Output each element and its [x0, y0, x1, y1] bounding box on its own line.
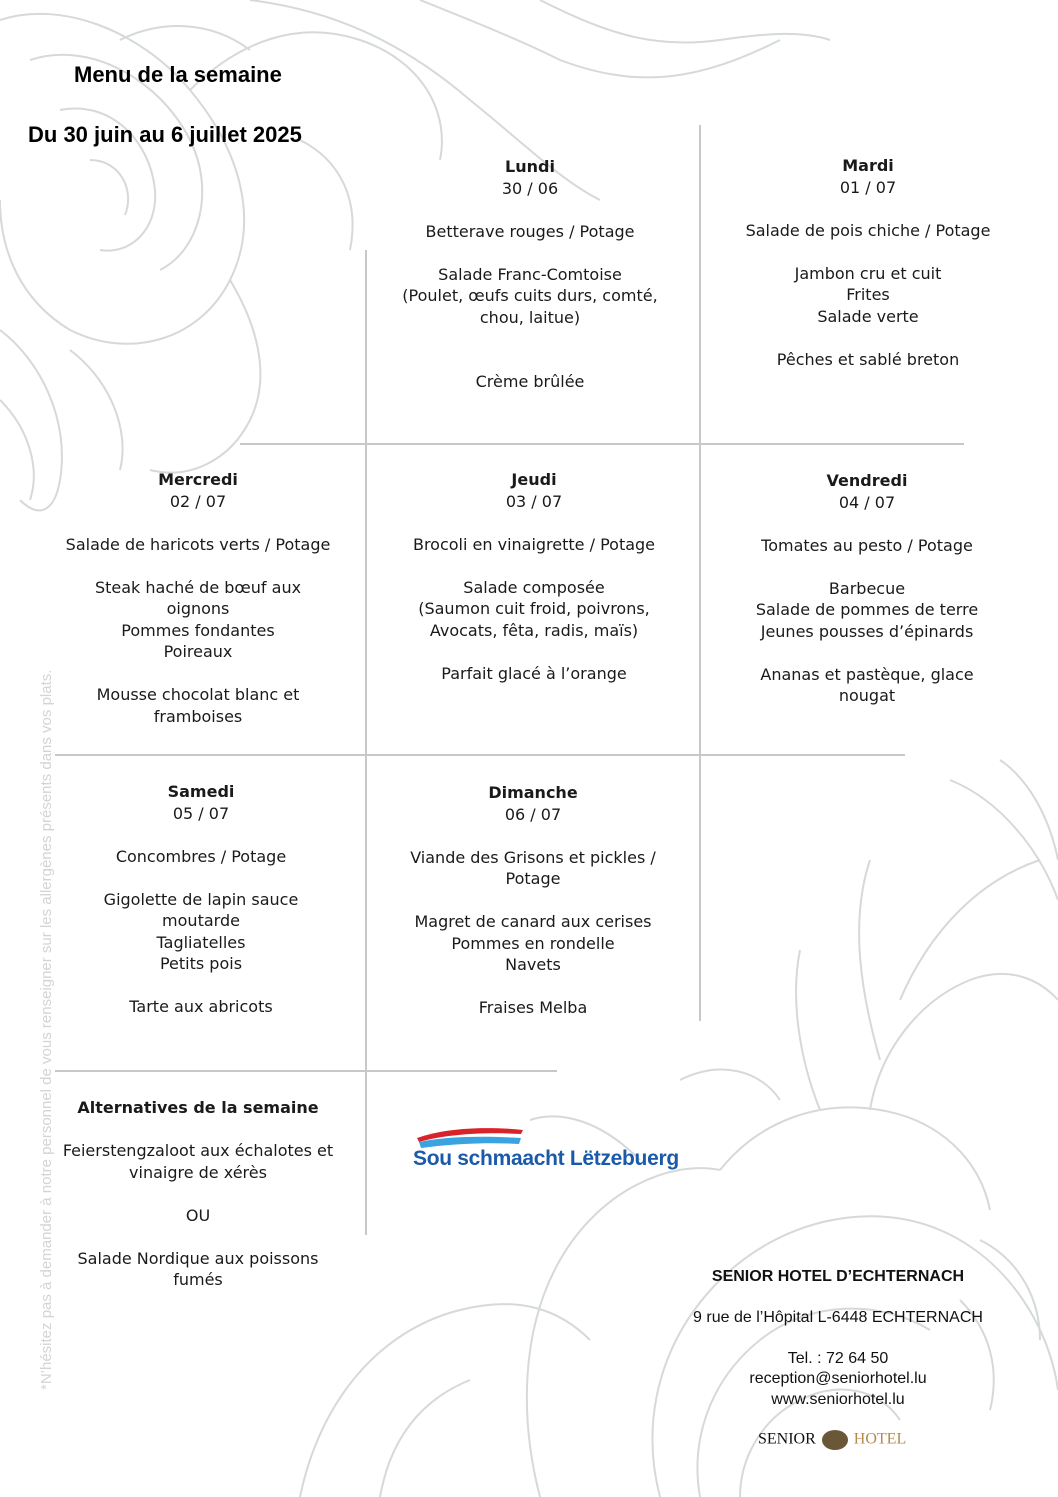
day-cell-samedi	[51, 781, 351, 1018]
starter: Concombres / Potage	[115, 846, 287, 866]
alternative-line: Feierstengzaloot aux échalotes et	[62, 1141, 334, 1160]
sou-schmaacht-logo: Sou schmaacht Lëtzebuerg	[413, 1147, 679, 1170]
alternative-line: Salade Nordique aux poissons	[77, 1248, 319, 1268]
starter: Salade de haricots verts / Potage	[65, 534, 331, 554]
starter: Betterave rouges / Potage	[425, 221, 635, 241]
day-date: 04 / 07	[838, 492, 896, 512]
allergen-note: *N’hésitez pas à demander à notre personnel de vous renseigner sur les allergènes présents dans vos plats.	[38, 669, 55, 1390]
day-name: Vendredi	[826, 471, 908, 490]
main-line: Poireaux	[163, 642, 233, 661]
main-line: Navets	[505, 955, 561, 974]
main-line: (Saumon cuit froid, poivrons,	[418, 599, 650, 618]
main-line: Gigolette de lapin sauce	[103, 889, 299, 909]
day-cell-lundi	[380, 156, 680, 393]
main-line: Steak haché de bœuf aux	[94, 577, 302, 597]
starter: Salade de pois chiche / Potage	[745, 220, 991, 240]
day-date: 01 / 07	[839, 177, 897, 197]
day-name: Lundi	[505, 157, 555, 176]
day-date: 30 / 06	[501, 178, 559, 198]
main-line: Salade Franc-Comtoise	[438, 264, 622, 284]
grid-line-vertical-1	[365, 250, 367, 1235]
dessert: framboises	[153, 706, 243, 726]
alternatives-title: Alternatives de la semaine	[77, 1098, 319, 1117]
logo-emblem-icon	[822, 1430, 848, 1450]
day-date: 05 / 07	[172, 803, 230, 823]
main-line: oignons	[166, 599, 230, 618]
dessert: Fraises Melba	[478, 998, 588, 1017]
day-date: 06 / 07	[504, 804, 562, 824]
day-name: Jeudi	[511, 470, 557, 489]
hotel-email: reception@seniorhotel.lu	[749, 1370, 927, 1387]
dessert: Crème brûlée	[475, 372, 585, 391]
alternatives-cell	[48, 1097, 348, 1291]
alternative-line: fumés	[173, 1270, 223, 1289]
day-name: Mardi	[842, 156, 894, 175]
main-line: chou, laitue)	[479, 307, 581, 327]
starter: Tomates au pesto / Potage	[761, 535, 973, 555]
main-line: Pommes en rondelle	[451, 933, 615, 953]
day-cell-dimanche	[383, 782, 683, 1019]
logo-hotel-text: HOTEL	[853, 1430, 907, 1448]
main-line: Jeunes pousses d’épinards	[760, 621, 974, 641]
main-line: Salade composée	[463, 577, 605, 597]
dessert: nougat	[838, 686, 896, 705]
day-date: 03 / 07	[505, 491, 563, 511]
dessert: Tarte aux abricots	[129, 997, 273, 1016]
dessert: Mousse chocolat blanc et	[96, 685, 300, 704]
dessert: Parfait glacé à l’orange	[441, 663, 627, 683]
main-line: moutarde	[162, 911, 240, 930]
hotel-name: SENIOR HOTEL D’ECHTERNACH	[711, 1268, 965, 1285]
dessert: Ananas et pastèque, glace	[760, 664, 974, 684]
alternative-line: vinaigre de xérès	[129, 1162, 267, 1182]
day-name: Dimanche	[488, 783, 578, 802]
luxembourg-flag-swoosh-icon	[415, 1124, 525, 1148]
main-line: (Poulet, œufs cuits durs, comté,	[402, 286, 658, 305]
main-line: Magret de canard aux cerises	[414, 912, 652, 931]
day-date: 02 / 07	[169, 491, 227, 511]
main-line: Salade verte	[817, 306, 919, 326]
main-line: Pommes fondantes	[121, 620, 275, 640]
day-name: Mercredi	[158, 470, 238, 489]
day-cell-mercredi	[48, 469, 348, 727]
day-cell-jeudi	[384, 469, 684, 684]
day-name: Samedi	[167, 782, 235, 801]
starter: Viande des Grisons et pickles /	[410, 847, 656, 867]
page-title: Menu de la semaine	[74, 62, 282, 87]
grid-line-vertical-2	[699, 125, 701, 1021]
day-cell-vendredi	[717, 470, 1017, 707]
dessert: Pêches et sablé breton	[776, 349, 960, 369]
main-line: Petits pois	[159, 954, 243, 973]
hotel-website: www.seniorhotel.lu	[771, 1391, 905, 1408]
starter: Brocoli en vinaigrette / Potage	[412, 534, 656, 554]
grid-line-horizontal-2	[55, 754, 905, 756]
starter: Potage	[505, 869, 561, 888]
main-line: Frites	[846, 285, 890, 304]
grid-line-horizontal-3	[55, 1070, 557, 1072]
hotel-address: 9 rue de l’Hôpital L-6448 ECHTERNACH	[693, 1309, 983, 1326]
grid-line-horizontal-1	[240, 443, 964, 445]
main-line: Salade de pommes de terre	[755, 600, 979, 619]
main-line: Avocats, fêta, radis, maïs)	[429, 620, 639, 640]
week-dates: Du 30 juin au 6 juillet 2025	[28, 122, 302, 147]
day-cell-mardi	[718, 155, 1018, 370]
main-line: Barbecue	[828, 578, 906, 598]
hotel-tel: Tel. : 72 64 50	[787, 1350, 889, 1367]
main-line: Tagliatelles	[156, 932, 246, 952]
senior-hotel-logo	[758, 1430, 906, 1450]
logo-senior-text: SENIOR	[758, 1430, 816, 1448]
alternatives-separator: OU	[185, 1205, 211, 1225]
main-line: Jambon cru et cuit	[794, 263, 942, 283]
